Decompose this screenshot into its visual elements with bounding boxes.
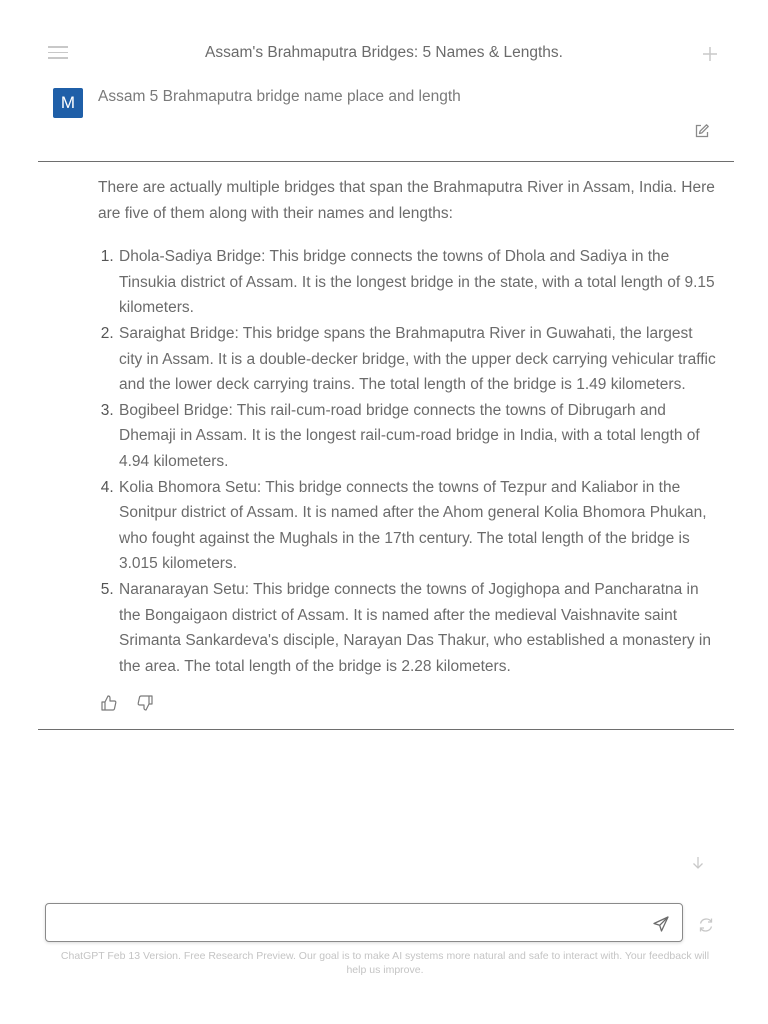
conversation-title: Assam's Brahmaputra Bridges: 5 Names & Lengths. <box>205 44 563 61</box>
response-intro: There are actually multiple bridges that span the Brahmaputra River in Assam, India. Here are five of them along with their names and lengths: <box>98 179 715 222</box>
user-message-row <box>0 80 768 162</box>
list-item: 3. Bogibeel Bridge: This rail-cum-road bridge connects the towns of Dibrugarh and Dhemaji in Assam. It is the longest rail-cum-road bridge in India, with a total length of 4.94 kilometers. <box>118 398 718 475</box>
feedback-buttons <box>100 694 168 714</box>
regenerate-icon[interactable] <box>697 916 715 934</box>
list-item: 1. Dhola-Sadiya Bridge: This bridge connects the towns of Dhola and Sadiya in the Tinsukia district of Assam. It is the longest bridge in the state, with a total length of 9.15 kilometers. <box>118 244 718 321</box>
footer-disclaimer: ChatGPT Feb 13 Version. Free Research Preview. Our goal is to make AI systems more natural and safe to interact with. Your feedback will help us improve. <box>60 950 710 976</box>
list-item: 5. Naranarayan Setu: This bridge connects the towns of Jogighopa and Pancharatna in the Bongaigaon district of Assam. It is named after the medieval Vaishnavite saint Srimanta Sankardeva's disciple, Narayan Das Thakur, who established a monastery in the area. The total length of the bridge is 2.28 kilometers. <box>118 577 718 679</box>
plus-icon[interactable] <box>700 44 720 64</box>
arrow-down-icon[interactable] <box>690 855 706 871</box>
list-item: 4. Kolia Bhomora Setu: This bridge connects the towns of Tezpur and Kaliabor in the Sonitpur district of Assam. It is named after the Ahom general Kolia Bhomora Phukan, who fought against the Mughals in the 17th century. The total length of the bridge is 3.015 kilometers. <box>118 475 718 577</box>
divider <box>38 161 734 162</box>
edit-icon[interactable] <box>694 123 710 139</box>
thumbs-up-icon[interactable] <box>100 694 118 712</box>
assistant-response <box>98 175 718 679</box>
bridge-list <box>98 244 718 679</box>
send-icon[interactable] <box>652 915 670 933</box>
top-bar <box>0 0 768 80</box>
message-input[interactable] <box>45 903 683 942</box>
thumbs-down-icon[interactable] <box>136 694 154 712</box>
list-item: 2. Saraighat Bridge: This bridge spans the Brahmaputra River in Guwahati, the largest city in Assam. It is a double-decker bridge, with the upper deck carrying vehicular traffic and the lower deck carrying trains. The total length of the bridge is 1.49 kilometers. <box>118 321 718 398</box>
divider <box>38 729 734 730</box>
user-message: Assam 5 Brahmaputra bridge name place and length <box>98 88 461 105</box>
avatar: M <box>53 88 83 118</box>
